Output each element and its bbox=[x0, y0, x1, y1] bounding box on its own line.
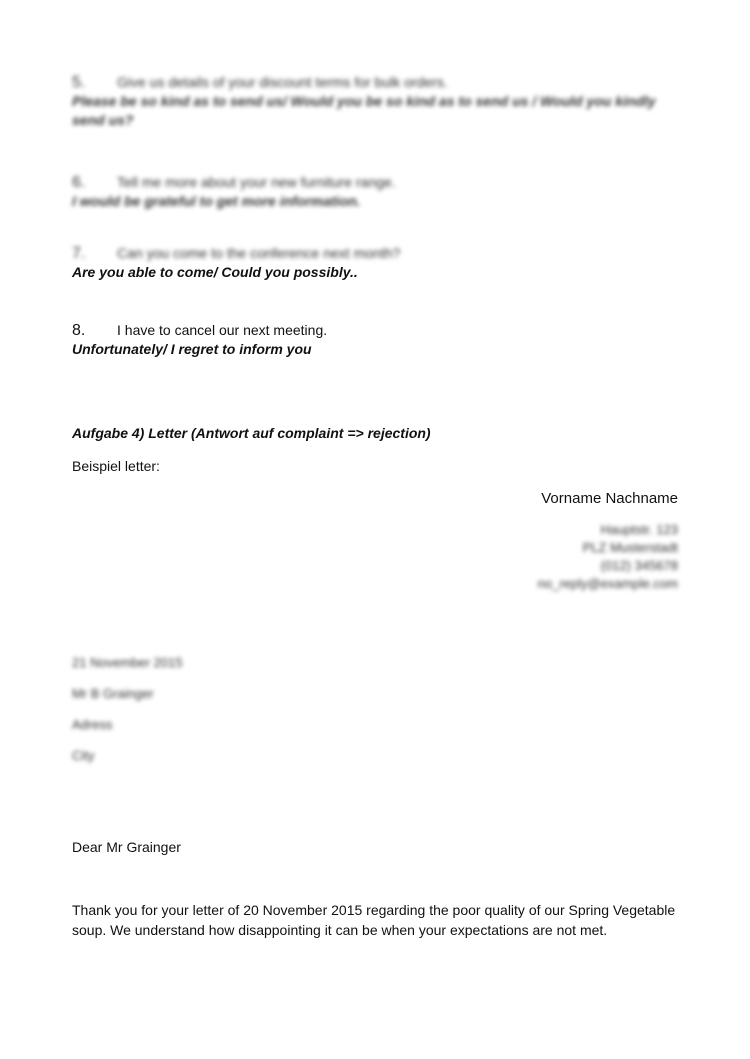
item-number: 8. bbox=[72, 322, 86, 339]
item-answer: Are you able to come/ Could you possibly.. bbox=[72, 264, 358, 280]
item-question: Can you come to the conference next month? bbox=[117, 245, 401, 261]
item-number: 7. bbox=[72, 245, 86, 262]
sender-city: PLZ Musterstadt bbox=[582, 540, 678, 555]
exercise-item-7 bbox=[72, 245, 682, 282]
sender-name: Vorname Nachname bbox=[541, 490, 678, 507]
sender-block bbox=[538, 490, 678, 593]
letter-date: 21 November 2015 bbox=[72, 655, 183, 670]
example-label: Beispiel letter: bbox=[72, 458, 160, 474]
sender-email: no_reply@example.com bbox=[537, 576, 678, 591]
item-question: Tell me more about your new furniture range. bbox=[117, 174, 396, 190]
recipient-address: Adress bbox=[72, 717, 113, 732]
item-number: 6. bbox=[72, 174, 86, 191]
exercise-item-6 bbox=[72, 174, 682, 211]
item-answer: Unfortunately/ I regret to inform you bbox=[72, 341, 312, 357]
item-question: Give us details of your discount terms for bulk orders. bbox=[117, 74, 448, 90]
exercise-item-5 bbox=[72, 74, 682, 130]
sender-phone: (012) 345678 bbox=[600, 558, 678, 573]
item-answer: I would be grateful to get more information. bbox=[72, 193, 361, 209]
sender-street: Hauptstr. 123 bbox=[600, 522, 678, 537]
item-number: 5. bbox=[72, 74, 86, 91]
recipient-name: Mr B Grainger bbox=[72, 686, 154, 701]
item-question: I have to cancel our next meeting. bbox=[117, 322, 328, 338]
exercise-item-8 bbox=[72, 322, 682, 359]
task-heading: Aufgabe 4) Letter (Antwort auf complaint => rejection) bbox=[72, 425, 431, 441]
recipient-city: City bbox=[72, 748, 95, 763]
item-answer: Please be so kind as to send us/ Would you be so kind as to send us / Would you kindly send us? bbox=[72, 93, 656, 128]
letter-body: Thank you for your letter of 20 November 2015 regarding the poor quality of our Spring Vegetable soup. We understand how disappointing it can be when your expectations are not met. bbox=[72, 902, 676, 938]
letter-salutation: Dear Mr Grainger bbox=[72, 839, 181, 855]
